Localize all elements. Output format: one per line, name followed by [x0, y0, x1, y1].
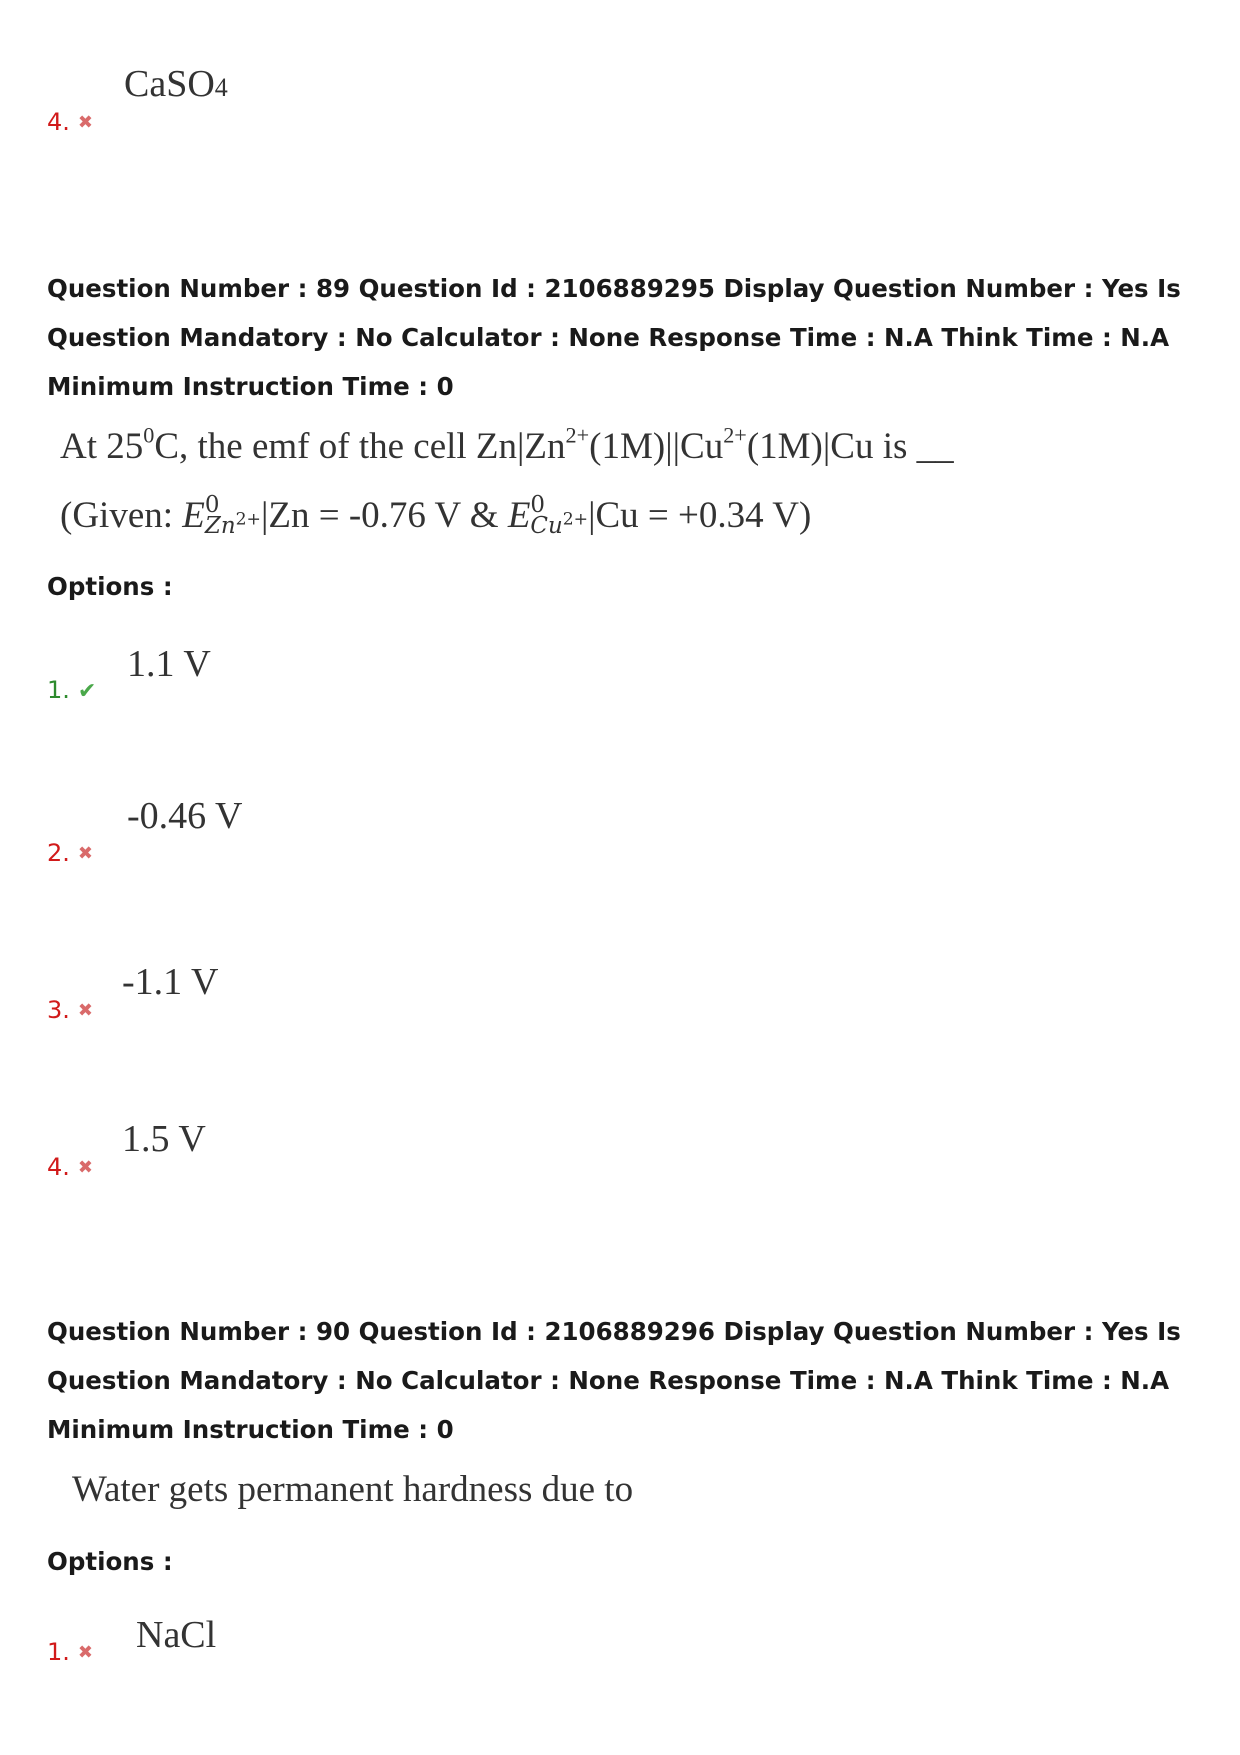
wrong-mark-icon: ✖: [77, 1642, 93, 1663]
q89-cu-index: [530, 494, 588, 538]
q89-zn-index: [205, 494, 261, 538]
q89-option-4[interactable]: [47, 1155, 93, 1180]
q89-e-cu: E: [507, 495, 531, 537]
q89-given-open: (Given:: [60, 495, 183, 537]
q89-degree: 0: [143, 422, 155, 448]
q89-option-2-value: -0.46 V: [127, 795, 243, 837]
q89-option-1-number: 1.: [47, 676, 70, 704]
q90-meta: Question Number : 90 Question Id : 2106889296 Display Question Number : Yes Is Question Mandatory : No Calculator : None Response Time : N.A Think Time : N.A Minimum Instruction Time : 0: [47, 1317, 1181, 1444]
prev-option-4-subscript: 4: [214, 73, 228, 102]
q89-cu-charge: 2+: [562, 509, 589, 530]
q89-option-3-value: -1.1 V: [122, 961, 219, 1003]
q89-zn-rest: |Zn = -0.76 V &: [260, 495, 508, 537]
q89-line1-end: (1M)|Cu is __: [746, 426, 954, 467]
q90-option-1-value: NaCl: [136, 1614, 217, 1656]
correct-check-icon: ✔: [77, 679, 97, 704]
wrong-mark-icon: ✖: [77, 112, 93, 133]
q90-text: Water gets permanent hardness due to: [72, 1469, 634, 1510]
q89-options-label: Options :: [47, 572, 173, 601]
q89-charge2: 2+: [723, 422, 747, 448]
q90-options-label: Options :: [47, 1547, 173, 1576]
wrong-mark-icon: ✖: [77, 1000, 93, 1021]
q89-zn-sub: Zn: [204, 512, 236, 539]
q89-option-2-number: 2.: [47, 839, 70, 867]
q89-option-3[interactable]: [47, 998, 93, 1023]
wrong-mark-icon: ✖: [77, 1157, 93, 1178]
q89-option-3-number: 3.: [47, 996, 70, 1024]
prev-option-4-value: [124, 64, 228, 108]
prev-option-4-text: CaSO: [124, 63, 215, 105]
q89-option-4-number: 4.: [47, 1153, 70, 1181]
q89-line1-mid: (1M)||Cu: [589, 426, 724, 467]
q89-cu-sub: Cu: [530, 512, 563, 539]
q89-charge1: 2+: [565, 422, 590, 448]
q89-zn-charge: 2+: [235, 509, 261, 530]
q89-cu-zero: 0: [530, 492, 546, 518]
q89-e-zn: E: [182, 495, 205, 537]
q90-option-1[interactable]: [47, 1640, 93, 1665]
q90-option-1-number: 1.: [47, 1638, 70, 1666]
q89-text-line2: [60, 494, 811, 538]
q89-zn-zero: 0: [204, 492, 220, 518]
q89-option-2[interactable]: [47, 841, 93, 866]
prev-option-4[interactable]: [47, 110, 93, 135]
q89-text-line1: [60, 422, 954, 468]
q89-option-4-value: 1.5 V: [122, 1118, 206, 1160]
q89-line1-prefix: At 25: [60, 426, 144, 467]
q89-cu-rest: |Cu = +0.34 V): [588, 495, 812, 537]
wrong-mark-icon: ✖: [77, 843, 93, 864]
q89-option-1[interactable]: [47, 678, 96, 704]
prev-option-4-number: 4.: [47, 108, 70, 136]
q89-line1-c: C, the emf of the cell Zn|Zn: [154, 426, 566, 467]
q89-option-1-value: 1.1 V: [127, 643, 211, 685]
q89-meta: Question Number : 89 Question Id : 2106889295 Display Question Number : Yes Is Question Mandatory : No Calculator : None Response Time : N.A Think Time : N.A Minimum Instruction Time : 0: [47, 274, 1181, 401]
